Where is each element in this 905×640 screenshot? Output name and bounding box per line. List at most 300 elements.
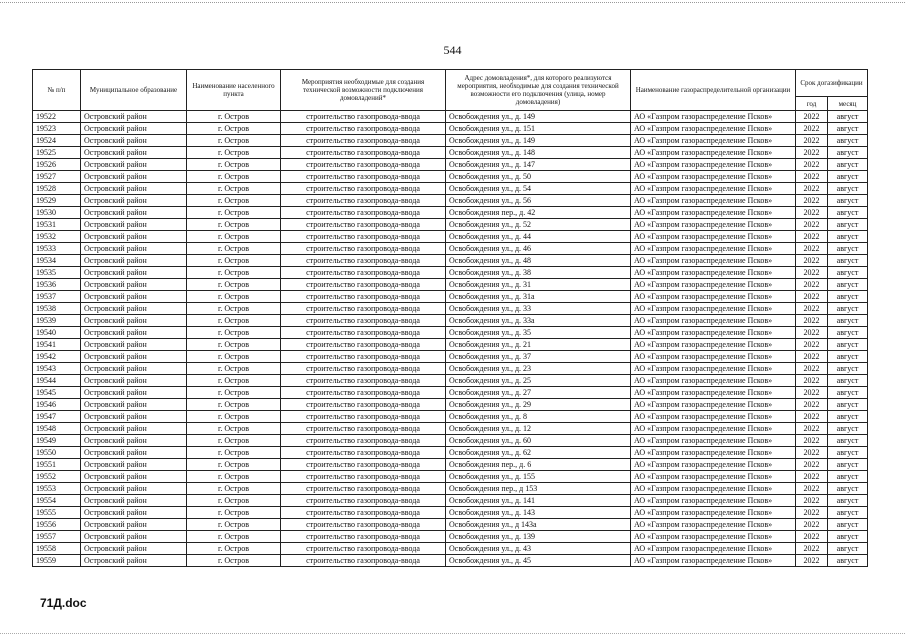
cell-settlement: г. Остров bbox=[187, 519, 281, 531]
cell-num: 19533 bbox=[33, 243, 81, 255]
cell-municipality: Островский район bbox=[81, 111, 187, 123]
cell-activity: строительство газопровода-ввода bbox=[281, 219, 446, 231]
cell-year: 2022 bbox=[796, 195, 828, 207]
cell-address: Освобождения ул., д. 38 bbox=[446, 267, 631, 279]
cell-municipality: Островский район bbox=[81, 375, 187, 387]
cell-num: 19538 bbox=[33, 303, 81, 315]
cell-year: 2022 bbox=[796, 531, 828, 543]
cell-month: август bbox=[828, 435, 868, 447]
cell-settlement: г. Остров bbox=[187, 423, 281, 435]
cell-num: 19524 bbox=[33, 135, 81, 147]
cell-num: 19555 bbox=[33, 507, 81, 519]
table-row bbox=[33, 267, 868, 279]
cell-year: 2022 bbox=[796, 291, 828, 303]
cell-month: август bbox=[828, 207, 868, 219]
table-row bbox=[33, 411, 868, 423]
cell-month: август bbox=[828, 135, 868, 147]
cell-settlement: г. Остров bbox=[187, 231, 281, 243]
cell-municipality: Островский район bbox=[81, 195, 187, 207]
cell-settlement: г. Остров bbox=[187, 363, 281, 375]
table-row bbox=[33, 507, 868, 519]
cell-address: Освобождения ул., д. 33а bbox=[446, 315, 631, 327]
cell-month: август bbox=[828, 255, 868, 267]
cell-settlement: г. Остров bbox=[187, 483, 281, 495]
cell-settlement: г. Остров bbox=[187, 147, 281, 159]
cell-organization: АО «Газпром газораспределение Псков» bbox=[631, 459, 796, 471]
table-row bbox=[33, 423, 868, 435]
cell-activity: строительство газопровода-ввода bbox=[281, 315, 446, 327]
cell-month: август bbox=[828, 555, 868, 567]
cell-settlement: г. Остров bbox=[187, 495, 281, 507]
cell-year: 2022 bbox=[796, 411, 828, 423]
cell-activity: строительство газопровода-ввода bbox=[281, 351, 446, 363]
cell-organization: АО «Газпром газораспределение Псков» bbox=[631, 531, 796, 543]
cell-address: Освобождения ул., д. 12 bbox=[446, 423, 631, 435]
cell-month: август bbox=[828, 267, 868, 279]
cell-num: 19528 bbox=[33, 183, 81, 195]
cell-activity: строительство газопровода-ввода bbox=[281, 423, 446, 435]
cell-settlement: г. Остров bbox=[187, 399, 281, 411]
cell-municipality: Островский район bbox=[81, 555, 187, 567]
cell-organization: АО «Газпром газораспределение Псков» bbox=[631, 327, 796, 339]
cell-address: Освобождения пер., д. 6 bbox=[446, 459, 631, 471]
cell-num: 19549 bbox=[33, 435, 81, 447]
cell-address: Освобождения ул., д. 27 bbox=[446, 387, 631, 399]
cell-address: Освобождения ул., д. 149 bbox=[446, 111, 631, 123]
cell-num: 19537 bbox=[33, 291, 81, 303]
cell-settlement: г. Остров bbox=[187, 171, 281, 183]
cell-month: август bbox=[828, 315, 868, 327]
header-municipality: Муниципальное образование bbox=[81, 70, 187, 111]
table-row bbox=[33, 159, 868, 171]
cell-settlement: г. Остров bbox=[187, 183, 281, 195]
table-row bbox=[33, 147, 868, 159]
cell-activity: строительство газопровода-ввода bbox=[281, 435, 446, 447]
cell-num: 19544 bbox=[33, 375, 81, 387]
table-row bbox=[33, 399, 868, 411]
cell-month: август bbox=[828, 159, 868, 171]
cell-num: 19522 bbox=[33, 111, 81, 123]
cell-address: Освобождения ул., д. 29 bbox=[446, 399, 631, 411]
cell-month: август bbox=[828, 279, 868, 291]
cell-num: 19554 bbox=[33, 495, 81, 507]
cell-address: Освобождения ул., д. 31а bbox=[446, 291, 631, 303]
footer-filename: 71Д.doc bbox=[40, 596, 87, 610]
cell-organization: АО «Газпром газораспределение Псков» bbox=[631, 423, 796, 435]
table-row bbox=[33, 219, 868, 231]
cell-address: Освобождения ул., д. 43 bbox=[446, 543, 631, 555]
cell-year: 2022 bbox=[796, 171, 828, 183]
cell-activity: строительство газопровода-ввода bbox=[281, 243, 446, 255]
cell-organization: АО «Газпром газораспределение Псков» bbox=[631, 351, 796, 363]
table-row bbox=[33, 531, 868, 543]
table-row bbox=[33, 315, 868, 327]
cell-year: 2022 bbox=[796, 183, 828, 195]
cell-address: Освобождения ул., д. 56 bbox=[446, 195, 631, 207]
table-row bbox=[33, 195, 868, 207]
cell-municipality: Островский район bbox=[81, 483, 187, 495]
scan-edge-top bbox=[0, 2, 905, 4]
cell-address: Освобождения ул., д. 148 bbox=[446, 147, 631, 159]
cell-month: август bbox=[828, 291, 868, 303]
cell-settlement: г. Остров bbox=[187, 243, 281, 255]
cell-activity: строительство газопровода-ввода bbox=[281, 111, 446, 123]
cell-num: 19527 bbox=[33, 171, 81, 183]
cell-num: 19536 bbox=[33, 279, 81, 291]
table-row bbox=[33, 483, 868, 495]
cell-activity: строительство газопровода-ввода bbox=[281, 339, 446, 351]
cell-activity: строительство газопровода-ввода bbox=[281, 519, 446, 531]
cell-num: 19553 bbox=[33, 483, 81, 495]
cell-settlement: г. Остров bbox=[187, 555, 281, 567]
cell-organization: АО «Газпром газораспределение Псков» bbox=[631, 339, 796, 351]
cell-year: 2022 bbox=[796, 459, 828, 471]
cell-address: Освобождения ул., д. 54 bbox=[446, 183, 631, 195]
header-address: Адрес домовладения*, для которого реализуются мероприятия, необходимые для создания технической возможности его подключения (улица, номер домовладения) bbox=[446, 70, 631, 111]
cell-organization: АО «Газпром газораспределение Псков» bbox=[631, 363, 796, 375]
cell-settlement: г. Остров bbox=[187, 339, 281, 351]
cell-activity: строительство газопровода-ввода bbox=[281, 543, 446, 555]
cell-month: август bbox=[828, 519, 868, 531]
cell-address: Освобождения ул., д. 46 bbox=[446, 243, 631, 255]
cell-municipality: Островский район bbox=[81, 183, 187, 195]
cell-municipality: Островский район bbox=[81, 399, 187, 411]
cell-organization: АО «Газпром газораспределение Псков» bbox=[631, 135, 796, 147]
header-term: Срок догазификации bbox=[796, 70, 868, 97]
cell-organization: АО «Газпром газораспределение Псков» bbox=[631, 147, 796, 159]
cell-municipality: Островский район bbox=[81, 471, 187, 483]
page-number: 544 bbox=[443, 43, 462, 57]
cell-year: 2022 bbox=[796, 351, 828, 363]
cell-activity: строительство газопровода-ввода bbox=[281, 267, 446, 279]
cell-activity: строительство газопровода-ввода bbox=[281, 231, 446, 243]
cell-organization: АО «Газпром газораспределение Псков» bbox=[631, 555, 796, 567]
cell-num: 19539 bbox=[33, 315, 81, 327]
cell-month: август bbox=[828, 183, 868, 195]
cell-municipality: Островский район bbox=[81, 495, 187, 507]
table-header bbox=[33, 70, 868, 111]
cell-address: Освобождения ул., д. 139 bbox=[446, 531, 631, 543]
cell-month: август bbox=[828, 543, 868, 555]
cell-year: 2022 bbox=[796, 543, 828, 555]
header-activity: Мероприятия необходимые для создания технической возможности подключения домовладений* bbox=[281, 70, 446, 111]
cell-municipality: Островский район bbox=[81, 339, 187, 351]
cell-month: август bbox=[828, 219, 868, 231]
cell-address: Освобождения ул., д. 52 bbox=[446, 219, 631, 231]
cell-settlement: г. Остров bbox=[187, 267, 281, 279]
cell-month: август bbox=[828, 231, 868, 243]
cell-month: август bbox=[828, 111, 868, 123]
cell-month: август bbox=[828, 399, 868, 411]
cell-month: август bbox=[828, 423, 868, 435]
cell-month: август bbox=[828, 303, 868, 315]
cell-address: Освобождения ул., д. 37 bbox=[446, 351, 631, 363]
cell-organization: АО «Газпром газораспределение Псков» bbox=[631, 447, 796, 459]
cell-municipality: Островский район bbox=[81, 291, 187, 303]
cell-year: 2022 bbox=[796, 255, 828, 267]
cell-activity: строительство газопровода-ввода bbox=[281, 363, 446, 375]
cell-municipality: Островский район bbox=[81, 171, 187, 183]
table-row bbox=[33, 135, 868, 147]
cell-municipality: Островский район bbox=[81, 435, 187, 447]
cell-settlement: г. Остров bbox=[187, 507, 281, 519]
cell-activity: строительство газопровода-ввода bbox=[281, 555, 446, 567]
cell-settlement: г. Остров bbox=[187, 279, 281, 291]
cell-organization: АО «Газпром газораспределение Псков» bbox=[631, 507, 796, 519]
cell-organization: АО «Газпром газораспределение Псков» bbox=[631, 195, 796, 207]
cell-year: 2022 bbox=[796, 447, 828, 459]
cell-activity: строительство газопровода-ввода bbox=[281, 471, 446, 483]
cell-municipality: Островский район bbox=[81, 363, 187, 375]
cell-municipality: Островский район bbox=[81, 351, 187, 363]
cell-year: 2022 bbox=[796, 519, 828, 531]
cell-address: Освобождения ул., д. 149 bbox=[446, 135, 631, 147]
cell-address: Освобождения ул., д. 25 bbox=[446, 375, 631, 387]
cell-year: 2022 bbox=[796, 279, 828, 291]
cell-address: Освобождения ул., д. 151 bbox=[446, 123, 631, 135]
cell-year: 2022 bbox=[796, 375, 828, 387]
table-row bbox=[33, 171, 868, 183]
cell-month: август bbox=[828, 507, 868, 519]
cell-address: Освобождения ул., д. 21 bbox=[446, 339, 631, 351]
cell-municipality: Островский район bbox=[81, 531, 187, 543]
cell-month: август bbox=[828, 447, 868, 459]
cell-year: 2022 bbox=[796, 339, 828, 351]
cell-month: август bbox=[828, 531, 868, 543]
cell-activity: строительство газопровода-ввода bbox=[281, 255, 446, 267]
cell-activity: строительство газопровода-ввода bbox=[281, 375, 446, 387]
cell-num: 19540 bbox=[33, 327, 81, 339]
table-row bbox=[33, 543, 868, 555]
cell-settlement: г. Остров bbox=[187, 459, 281, 471]
cell-num: 19556 bbox=[33, 519, 81, 531]
cell-activity: строительство газопровода-ввода bbox=[281, 195, 446, 207]
header-year: год bbox=[796, 97, 828, 111]
table-row bbox=[33, 339, 868, 351]
cell-address: Освобождения ул., д. 48 bbox=[446, 255, 631, 267]
cell-organization: АО «Газпром газораспределение Псков» bbox=[631, 291, 796, 303]
cell-year: 2022 bbox=[796, 555, 828, 567]
cell-municipality: Островский район bbox=[81, 147, 187, 159]
cell-num: 19546 bbox=[33, 399, 81, 411]
cell-settlement: г. Остров bbox=[187, 135, 281, 147]
table-row bbox=[33, 495, 868, 507]
cell-municipality: Островский район bbox=[81, 387, 187, 399]
table-row bbox=[33, 279, 868, 291]
cell-activity: строительство газопровода-ввода bbox=[281, 171, 446, 183]
table-row bbox=[33, 291, 868, 303]
cell-num: 19557 bbox=[33, 531, 81, 543]
cell-address: Освобождения ул., д. 155 bbox=[446, 471, 631, 483]
cell-address: Освобождения ул., д. 50 bbox=[446, 171, 631, 183]
cell-organization: АО «Газпром газораспределение Псков» bbox=[631, 279, 796, 291]
cell-organization: АО «Газпром газораспределение Псков» bbox=[631, 159, 796, 171]
cell-year: 2022 bbox=[796, 123, 828, 135]
table-row bbox=[33, 375, 868, 387]
cell-organization: АО «Газпром газораспределение Псков» bbox=[631, 471, 796, 483]
cell-municipality: Островский район bbox=[81, 303, 187, 315]
cell-month: август bbox=[828, 327, 868, 339]
table-row bbox=[33, 255, 868, 267]
table-row bbox=[33, 231, 868, 243]
table-row bbox=[33, 123, 868, 135]
cell-month: август bbox=[828, 495, 868, 507]
cell-num: 19550 bbox=[33, 447, 81, 459]
cell-activity: строительство газопровода-ввода bbox=[281, 507, 446, 519]
cell-activity: строительство газопровода-ввода bbox=[281, 303, 446, 315]
cell-address: Освобождения ул., д. 141 bbox=[446, 495, 631, 507]
cell-year: 2022 bbox=[796, 471, 828, 483]
cell-organization: АО «Газпром газораспределение Псков» bbox=[631, 123, 796, 135]
cell-month: август bbox=[828, 339, 868, 351]
table-row bbox=[33, 351, 868, 363]
cell-activity: строительство газопровода-ввода bbox=[281, 387, 446, 399]
cell-activity: строительство газопровода-ввода bbox=[281, 327, 446, 339]
cell-activity: строительство газопровода-ввода bbox=[281, 483, 446, 495]
cell-address: Освобождения ул., д 143а bbox=[446, 519, 631, 531]
cell-activity: строительство газопровода-ввода bbox=[281, 147, 446, 159]
cell-organization: АО «Газпром газораспределение Псков» bbox=[631, 399, 796, 411]
cell-municipality: Островский район bbox=[81, 135, 187, 147]
cell-address: Освобождения ул., д. 35 bbox=[446, 327, 631, 339]
cell-year: 2022 bbox=[796, 387, 828, 399]
cell-num: 19559 bbox=[33, 555, 81, 567]
cell-address: Освобождения ул., д. 31 bbox=[446, 279, 631, 291]
cell-municipality: Островский район bbox=[81, 315, 187, 327]
table-row bbox=[33, 327, 868, 339]
cell-organization: АО «Газпром газораспределение Псков» bbox=[631, 543, 796, 555]
cell-year: 2022 bbox=[796, 495, 828, 507]
cell-activity: строительство газопровода-ввода bbox=[281, 291, 446, 303]
cell-organization: АО «Газпром газораспределение Псков» bbox=[631, 519, 796, 531]
cell-settlement: г. Остров bbox=[187, 111, 281, 123]
cell-month: август bbox=[828, 483, 868, 495]
cell-activity: строительство газопровода-ввода bbox=[281, 447, 446, 459]
cell-settlement: г. Остров bbox=[187, 291, 281, 303]
cell-year: 2022 bbox=[796, 327, 828, 339]
cell-num: 19531 bbox=[33, 219, 81, 231]
table-row bbox=[33, 471, 868, 483]
header-organization: Наименование газораспределительной организации bbox=[631, 70, 796, 111]
cell-activity: строительство газопровода-ввода bbox=[281, 207, 446, 219]
cell-year: 2022 bbox=[796, 111, 828, 123]
cell-municipality: Островский район bbox=[81, 327, 187, 339]
cell-year: 2022 bbox=[796, 159, 828, 171]
cell-year: 2022 bbox=[796, 363, 828, 375]
cell-municipality: Островский район bbox=[81, 243, 187, 255]
cell-num: 19548 bbox=[33, 423, 81, 435]
cell-num: 19529 bbox=[33, 195, 81, 207]
cell-organization: АО «Газпром газораспределение Псков» bbox=[631, 219, 796, 231]
cell-organization: АО «Газпром газораспределение Псков» bbox=[631, 435, 796, 447]
cell-activity: строительство газопровода-ввода bbox=[281, 399, 446, 411]
cell-address: Освобождения ул., д. 33 bbox=[446, 303, 631, 315]
cell-municipality: Островский район bbox=[81, 219, 187, 231]
header-num: № п/п bbox=[33, 70, 81, 111]
cell-year: 2022 bbox=[796, 315, 828, 327]
cell-num: 19542 bbox=[33, 351, 81, 363]
cell-month: август bbox=[828, 387, 868, 399]
cell-year: 2022 bbox=[796, 399, 828, 411]
cell-municipality: Островский район bbox=[81, 279, 187, 291]
table-row bbox=[33, 435, 868, 447]
cell-address: Освобождения пер., д 153 bbox=[446, 483, 631, 495]
cell-municipality: Островский район bbox=[81, 423, 187, 435]
table-row bbox=[33, 243, 868, 255]
cell-municipality: Островский район bbox=[81, 123, 187, 135]
cell-num: 19545 bbox=[33, 387, 81, 399]
cell-num: 19535 bbox=[33, 267, 81, 279]
cell-num: 19547 bbox=[33, 411, 81, 423]
table-row bbox=[33, 111, 868, 123]
cell-organization: АО «Газпром газораспределение Псков» bbox=[631, 111, 796, 123]
cell-settlement: г. Остров bbox=[187, 351, 281, 363]
cell-month: август bbox=[828, 459, 868, 471]
cell-settlement: г. Остров bbox=[187, 255, 281, 267]
cell-num: 19532 bbox=[33, 231, 81, 243]
cell-month: август bbox=[828, 351, 868, 363]
cell-address: Освобождения ул., д. 143 bbox=[446, 507, 631, 519]
cell-municipality: Островский район bbox=[81, 507, 187, 519]
gasification-table bbox=[32, 69, 868, 567]
cell-settlement: г. Остров bbox=[187, 375, 281, 387]
cell-num: 19551 bbox=[33, 459, 81, 471]
cell-settlement: г. Остров bbox=[187, 387, 281, 399]
cell-address: Освобождения ул., д. 147 bbox=[446, 159, 631, 171]
cell-municipality: Островский район bbox=[81, 519, 187, 531]
table-row bbox=[33, 555, 868, 567]
table-row bbox=[33, 207, 868, 219]
cell-num: 19526 bbox=[33, 159, 81, 171]
cell-organization: АО «Газпром газораспределение Псков» bbox=[631, 495, 796, 507]
cell-organization: АО «Газпром газораспределение Псков» bbox=[631, 483, 796, 495]
cell-year: 2022 bbox=[796, 207, 828, 219]
scan-edge-bottom bbox=[0, 633, 905, 635]
cell-activity: строительство газопровода-ввода bbox=[281, 531, 446, 543]
cell-municipality: Островский район bbox=[81, 267, 187, 279]
cell-organization: АО «Газпром газораспределение Псков» bbox=[631, 315, 796, 327]
cell-organization: АО «Газпром газораспределение Псков» bbox=[631, 243, 796, 255]
cell-activity: строительство газопровода-ввода bbox=[281, 183, 446, 195]
cell-num: 19541 bbox=[33, 339, 81, 351]
cell-activity: строительство газопровода-ввода bbox=[281, 459, 446, 471]
cell-num: 19530 bbox=[33, 207, 81, 219]
cell-organization: АО «Газпром газораспределение Псков» bbox=[631, 387, 796, 399]
cell-organization: АО «Газпром газораспределение Псков» bbox=[631, 183, 796, 195]
table-row bbox=[33, 183, 868, 195]
cell-organization: АО «Газпром газораспределение Псков» bbox=[631, 207, 796, 219]
cell-municipality: Островский район bbox=[81, 411, 187, 423]
cell-organization: АО «Газпром газораспределение Псков» bbox=[631, 231, 796, 243]
cell-year: 2022 bbox=[796, 435, 828, 447]
cell-month: август bbox=[828, 123, 868, 135]
cell-settlement: г. Остров bbox=[187, 123, 281, 135]
cell-activity: строительство газопровода-ввода bbox=[281, 135, 446, 147]
cell-month: август bbox=[828, 363, 868, 375]
cell-settlement: г. Остров bbox=[187, 543, 281, 555]
cell-address: Освобождения ул., д. 8 bbox=[446, 411, 631, 423]
cell-num: 19523 bbox=[33, 123, 81, 135]
cell-month: август bbox=[828, 471, 868, 483]
table-row bbox=[33, 363, 868, 375]
header-settlement: Наименование населенного пункта bbox=[187, 70, 281, 111]
cell-num: 19543 bbox=[33, 363, 81, 375]
cell-settlement: г. Остров bbox=[187, 411, 281, 423]
cell-organization: АО «Газпром газораспределение Псков» bbox=[631, 375, 796, 387]
cell-municipality: Островский район bbox=[81, 447, 187, 459]
table-row bbox=[33, 459, 868, 471]
table-row bbox=[33, 519, 868, 531]
